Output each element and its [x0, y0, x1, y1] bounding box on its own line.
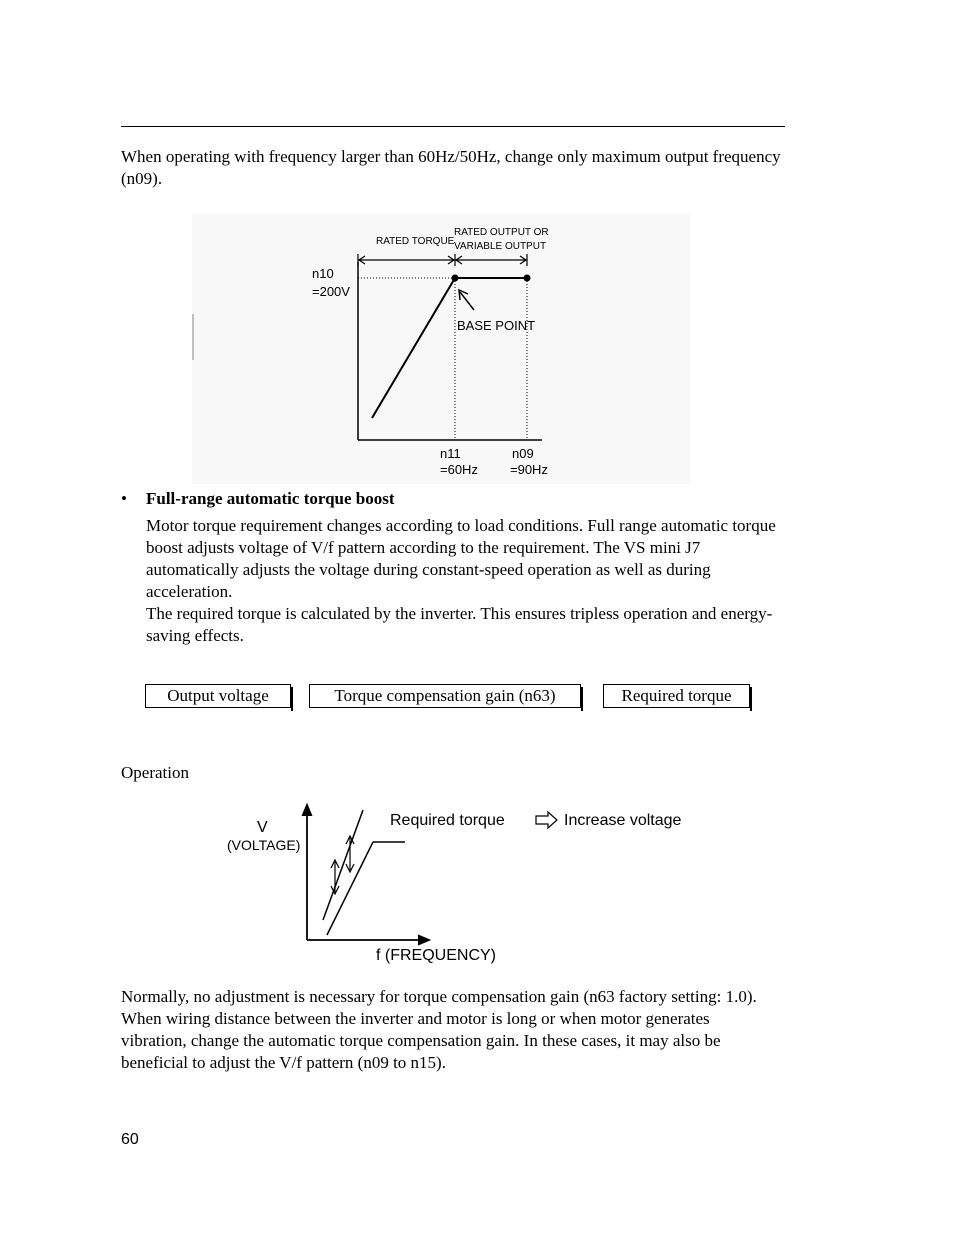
figure-background	[192, 214, 690, 484]
torque-gain-box: Torque compensation gain (n63)	[309, 684, 581, 708]
base-point-label: BASE POINT	[457, 318, 536, 333]
n11-label: n11	[440, 446, 461, 461]
base-point-marker	[452, 275, 459, 282]
n09-label: n09	[512, 446, 534, 461]
header-rule	[121, 126, 785, 127]
outline-arrow-icon	[536, 812, 557, 828]
rated-torque-label: RATED TORQUE	[376, 236, 455, 247]
rated-output-label-2: VARIABLE OUTPUT	[454, 241, 547, 252]
operation-label: Operation	[121, 763, 189, 782]
bullet-marker: •	[121, 489, 127, 508]
operation-figure	[215, 790, 735, 970]
n11-value: =60Hz	[440, 462, 478, 477]
vf-pattern-figure	[192, 214, 690, 484]
n10-value: =200V	[312, 284, 350, 299]
caption-left: Required torque	[390, 812, 505, 829]
required-torque-box: Required torque	[603, 684, 750, 708]
v-label: V	[257, 819, 268, 836]
section-title: Full-range automatic torque boost	[146, 489, 395, 508]
section-body-paragraph-1: Motor torque requirement changes according to load conditions. Full range automatic torque boost adjusts voltage of V/f pattern according to the requirement. The VS mini J7 automatically adjusts the voltage during constant-speed operation as well as during acceleration.	[146, 516, 776, 601]
n10-label: n10	[312, 266, 334, 281]
page-number: 60	[121, 1131, 139, 1148]
normally-paragraph: Normally, no adjustment is necessary for torque compensation gain (n63 factory setting: 1.0). When wiring distance between the inverter and motor is long or when motor generates vibration, change the automatic torque compensation gain. In these cases, it may also be beneficial to adjust the V/f pattern (n09 to n15).	[121, 987, 757, 1072]
section-body-paragraph-2: The required torque is calculated by the inverter. This ensures tripless operation and energy-saving effects.	[146, 604, 773, 645]
intro-paragraph: When operating with frequency larger than 60Hz/50Hz, change only maximum output frequency (n09).	[121, 147, 781, 188]
max-frequency-marker	[524, 275, 531, 282]
frequency-label: f (FREQUENCY)	[376, 947, 496, 964]
caption-right: Increase voltage	[564, 812, 682, 829]
voltage-label: (VOLTAGE)	[227, 837, 301, 853]
output-voltage-box: Output voltage	[145, 684, 291, 708]
section-body	[146, 515, 796, 647]
rated-output-label-1: RATED OUTPUT OR	[454, 227, 549, 238]
n09-value: =90Hz	[510, 462, 548, 477]
